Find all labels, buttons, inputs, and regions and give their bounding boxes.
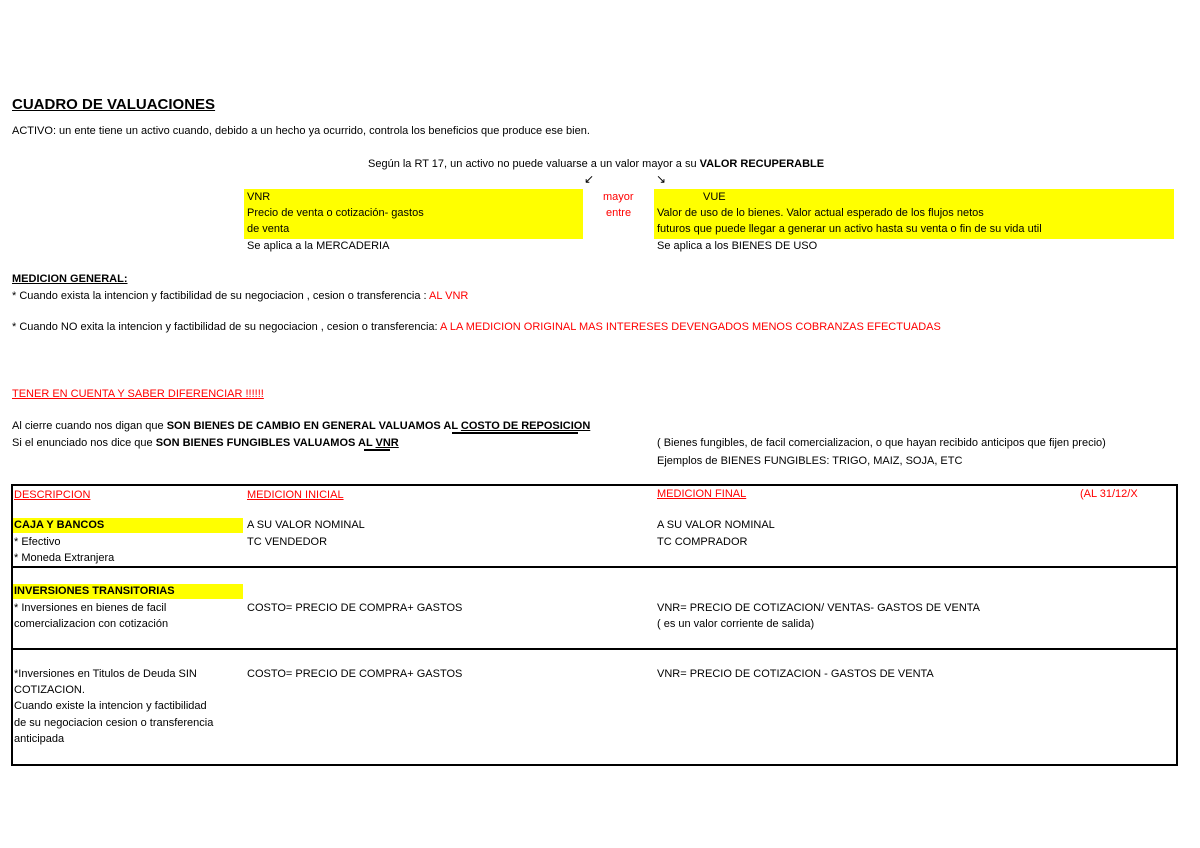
caja-bancos-title: CAJA Y BANCOS: [13, 518, 243, 533]
tener-en-cuenta: TENER EN CUENTA Y SABER DIFERENCIAR !!!!!!: [12, 388, 264, 400]
vue-applies: Se aplica a los BIENES DE USO: [657, 240, 818, 252]
vue-line1: Valor de uso de lo bienes. Valor actual esperado de los flujos netos: [657, 207, 984, 219]
medicion-item-2-text: * Cuando NO exita la intencion y factibilidad de su negociacion , cesion o transferencia:: [12, 321, 441, 333]
caja-inicial-1: A SU VALOR NOMINAL: [247, 519, 365, 531]
table-divider-2: [11, 648, 1176, 650]
vnr-applies: Se aplica a la MERCADERIA: [247, 240, 390, 252]
inversiones-item-1b: comercializacion con cotización: [14, 618, 169, 630]
table-divider-1: [11, 566, 1176, 568]
cierre-line-1-b: SON BIENES DE CAMBIO EN GENERAL VALUAMOS AL: [166, 420, 461, 432]
rt17-text: Según la RT 17, un activo no puede valuarse a un valor mayor a su: [368, 158, 700, 170]
vnr-label: VNR: [247, 191, 271, 203]
medicion-item-1: [12, 289, 468, 304]
valor-recuperable: VALOR RECUPERABLE: [699, 158, 825, 170]
titulos-line-3: Cuando existe la intencion y factibilidad: [14, 700, 207, 712]
titulos-inicial: COSTO= PRECIO DE COMPRA+ GASTOS: [247, 668, 463, 680]
vnr-underline-bar: [364, 449, 390, 451]
caja-final-1: A SU VALOR NOMINAL: [657, 519, 775, 531]
activo-definition: ACTIVO: un ente tiene un activo cuando, debido a un hecho ya ocurrido, controla los beneficios que produce ese bien.: [12, 125, 590, 137]
inversiones-final-1: VNR= PRECIO DE COTIZACION/ VENTAS- GASTOS DE VENTA: [657, 602, 981, 614]
vue-line2: futuros que puede llegar a generar un activo hasta su venta o fin de su vida util: [657, 223, 1042, 235]
inversiones-item-1a: * Inversiones en bienes de facil: [14, 602, 167, 614]
vnr-underlined: VNR: [375, 437, 399, 449]
vue-label: VUE: [703, 191, 726, 203]
medicion-item-1-text: * Cuando exista la intencion y factibilidad de su negociacion , cesion o transferencia :: [12, 290, 430, 302]
medicion-general-heading: MEDICION GENERAL:: [12, 273, 128, 285]
header-medicion-inicial: MEDICION INICIAL: [247, 489, 344, 501]
cierre-line-2-b: SON BIENES FUNGIBLES VALUAMOS AL: [155, 437, 376, 449]
vnr-line1: Precio de venta o cotización- gastos: [247, 207, 424, 219]
fungibles-note-2: Ejemplos de BIENES FUNGIBLES: TRIGO, MAIZ, SOJA, ETC: [657, 455, 963, 467]
caja-item-efectivo: * Efectivo: [14, 536, 61, 548]
titulos-line-2: COTIZACION.: [14, 684, 85, 696]
costo-underline-bar: [452, 432, 578, 434]
inversiones-inicial: COSTO= PRECIO DE COMPRA+ GASTOS: [247, 602, 463, 614]
caja-inicial-2: TC VENDEDOR: [247, 536, 328, 548]
page-title: CUADRO DE VALUACIONES: [12, 96, 216, 113]
titulos-line-5: anticipada: [14, 733, 65, 745]
medicion-item-1-value: AL VNR: [429, 290, 469, 302]
cierre-line-2-a: Si el enunciado nos dice que: [12, 437, 156, 449]
inversiones-final-2: ( es un valor corriente de salida): [657, 618, 815, 630]
arrow-down-right-icon: ↘: [656, 172, 667, 186]
cierre-line-1-a: Al cierre cuando nos digan que: [12, 420, 167, 432]
vnr-line2: de venta: [247, 223, 290, 235]
mayor-label: mayor: [603, 191, 634, 203]
caja-final-2: TC COMPRADOR: [657, 536, 748, 548]
fungibles-note-1: ( Bienes fungibles, de facil comercializacion, o que hayan recibido anticipos que fijen precio): [657, 437, 1106, 449]
header-fecha: (AL 31/12/X: [1080, 488, 1138, 500]
header-medicion-final: MEDICION FINAL: [657, 488, 747, 500]
titulos-final: VNR= PRECIO DE COTIZACION - GASTOS DE VENTA: [657, 668, 934, 680]
inversiones-title: INVERSIONES TRANSITORIAS: [13, 584, 243, 599]
cierre-line-2: [12, 436, 399, 451]
titulos-line-1: *Inversiones en Titulos de Deuda SIN: [14, 668, 197, 680]
arrow-down-left-icon: ↙: [584, 172, 595, 186]
medicion-item-2: [12, 320, 941, 335]
entre-label: entre: [606, 207, 632, 219]
costo-reposicion: COSTO DE REPOSICION: [460, 420, 591, 432]
titulos-line-4: de su negociacion cesion o transferencia: [14, 717, 214, 729]
header-descripcion: DESCRIPCION: [14, 489, 91, 501]
medicion-item-2-value: A LA MEDICION ORIGINAL MAS INTERESES DEVENGADOS MENOS COBRANZAS EFECTUADAS: [440, 321, 941, 333]
rt17-statement: [368, 157, 824, 172]
caja-item-moneda: * Moneda Extranjera: [14, 552, 115, 564]
